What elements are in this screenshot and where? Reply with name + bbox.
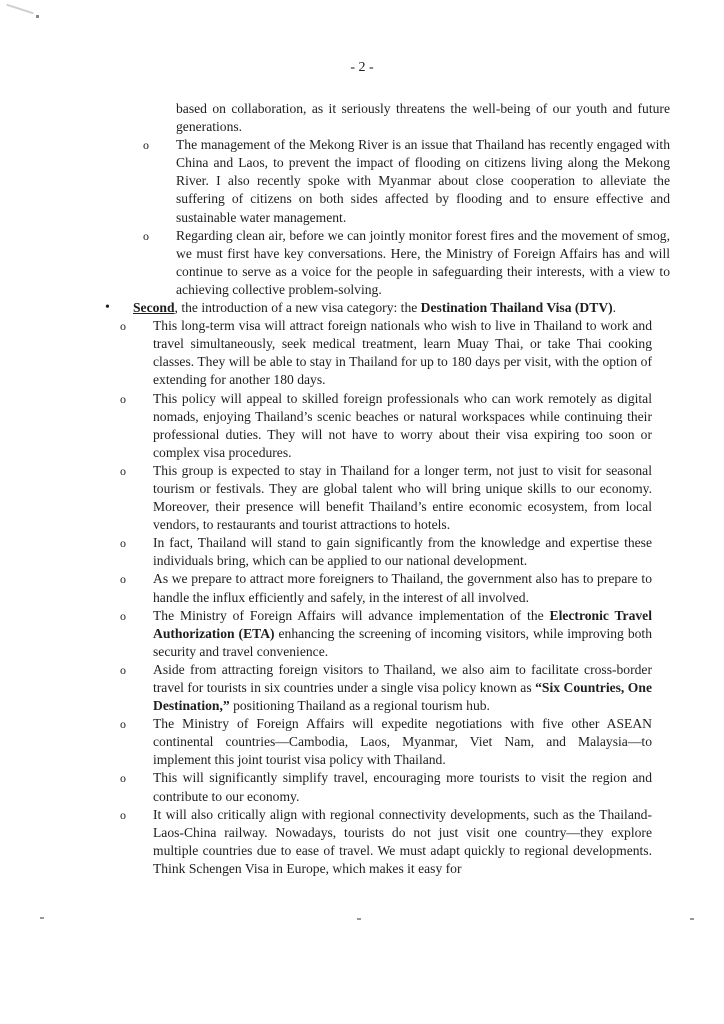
sub-bullet-icon: o (120, 319, 126, 334)
sub-bullet-icon: o (120, 771, 126, 786)
list-item: o This long-term visa will attract foreign nationals who wish to live in Thailand to work and travel simultaneously, seek medical treatment, learn Muay Thai, or take Thai cooking classes. They will be able to stay in Thailand for up to 180 days per visit, with the option of extending for another 180 days. (120, 318, 652, 388)
document-body (100, 100, 680, 878)
list-item: o It will also critically align with regional connectivity developments, such as the Thailand-Laos-China railway. Nowadays, tourists do not just visit one country—they explore multiple countries due to ease of travel. We must adapt quickly to regional developments. Think Schengen Visa in Europe, which makes it easy for (120, 806, 652, 876)
dtv-title: Destination Thailand Visa (DTV) (420, 300, 613, 316)
scan-artifact (690, 918, 694, 920)
second-lead: Second (133, 300, 175, 316)
list-item: o This will significantly simplify travel, encouraging more tourists to visit the region and contribute to our economy. (120, 770, 652, 804)
bullet-second: • Second, the introduction of a new visa category: the Destination Thailand Visa (DTV). (133, 299, 670, 317)
sub-bullet-icon: o (120, 717, 126, 732)
list-item-six-countries: o Aside from attracting foreign visitors to Thailand, we also aim to facilitate cross-border travel for tourists in six countries under a single visa policy known as “Six Countries, One Destination,” positioning Thailand as a regional tourism hub. (120, 661, 652, 714)
page-number: - 2 - (350, 60, 374, 75)
list-item: o As we prepare to attract more foreigners to Thailand, the government also has to prepare to handle the influx efficiently and safely, in the interest of all involved. (120, 571, 652, 605)
sub-bullet-icon: o (143, 138, 149, 153)
scan-artifact (40, 917, 44, 919)
sub-bullet-icon: o (120, 536, 126, 551)
sub-bullet-icon: o (120, 608, 126, 623)
bullet-icon: • (105, 300, 110, 316)
scan-artifact (357, 918, 361, 920)
list-item: o In fact, Thailand will stand to gain significantly from the knowledge and expertise these individuals bring, which can be applied to our national development. (120, 535, 652, 569)
sub-bullet-icon: o (120, 463, 126, 478)
sub-bullet-icon: o (120, 572, 126, 587)
continued-paragraph: based on collaboration, as it seriously threatens the well-being of our youth and future generations. (176, 101, 670, 135)
scan-artifact (36, 15, 39, 18)
list-item: o This group is expected to stay in Thailand for a longer term, not just to visit for seasonal tourism or festivals. They are global talent who will bring unique skills to our economy. Moreover, their presence will benefit Thailand’s entire economic ecosystem, from local vendors, to restaurants and tourist attractions to hotels. (120, 462, 652, 533)
list-item: o Regarding clean air, before we can jointly monitor forest fires and the movement of smog, we must first have key conversations. Here, the Ministry of Foreign Affairs has and will continue to serve as a voice for the people in safeguarding their interests, with a view to achieving collective problem-solving. (143, 227, 670, 297)
list-item: o The management of the Mekong River is an issue that Thailand has recently engaged with China and Laos, to prevent the impact of flooding on citizens living along the Mekong River. I also recently spoke with Myanmar about close cooperation to alleviate the suffering of citizens on both sides affected by flooding and to ensure effective and sustainable water management. (143, 137, 670, 225)
sub-bullet-icon: o (143, 228, 149, 243)
scan-artifact (6, 4, 33, 15)
sub-bullet-icon: o (120, 391, 126, 406)
sub-bullet-icon: o (120, 807, 126, 822)
list-item: o The Ministry of Foreign Affairs will expedite negotiations with five other ASEAN continental countries—Cambodia, Laos, Myanmar, Viet Nam, and Malaysia—to implement this joint tourist visa policy with Thailand. (120, 716, 652, 768)
sub-bullet-icon: o (120, 662, 126, 677)
list-item: o This policy will appeal to skilled foreign professionals who can work remotely as digital nomads, enjoying Thailand’s scenic beaches or natural workspaces while continuing their professional duties. They will not have to worry about their visa expiring too soon or complex visa procedures. (120, 390, 652, 460)
list-item-eta: o The Ministry of Foreign Affairs will advance implementation of the Electronic Travel Authorization (ETA) enhancing the screening of incoming visitors, while improving both security and travel convenience. (120, 607, 652, 659)
